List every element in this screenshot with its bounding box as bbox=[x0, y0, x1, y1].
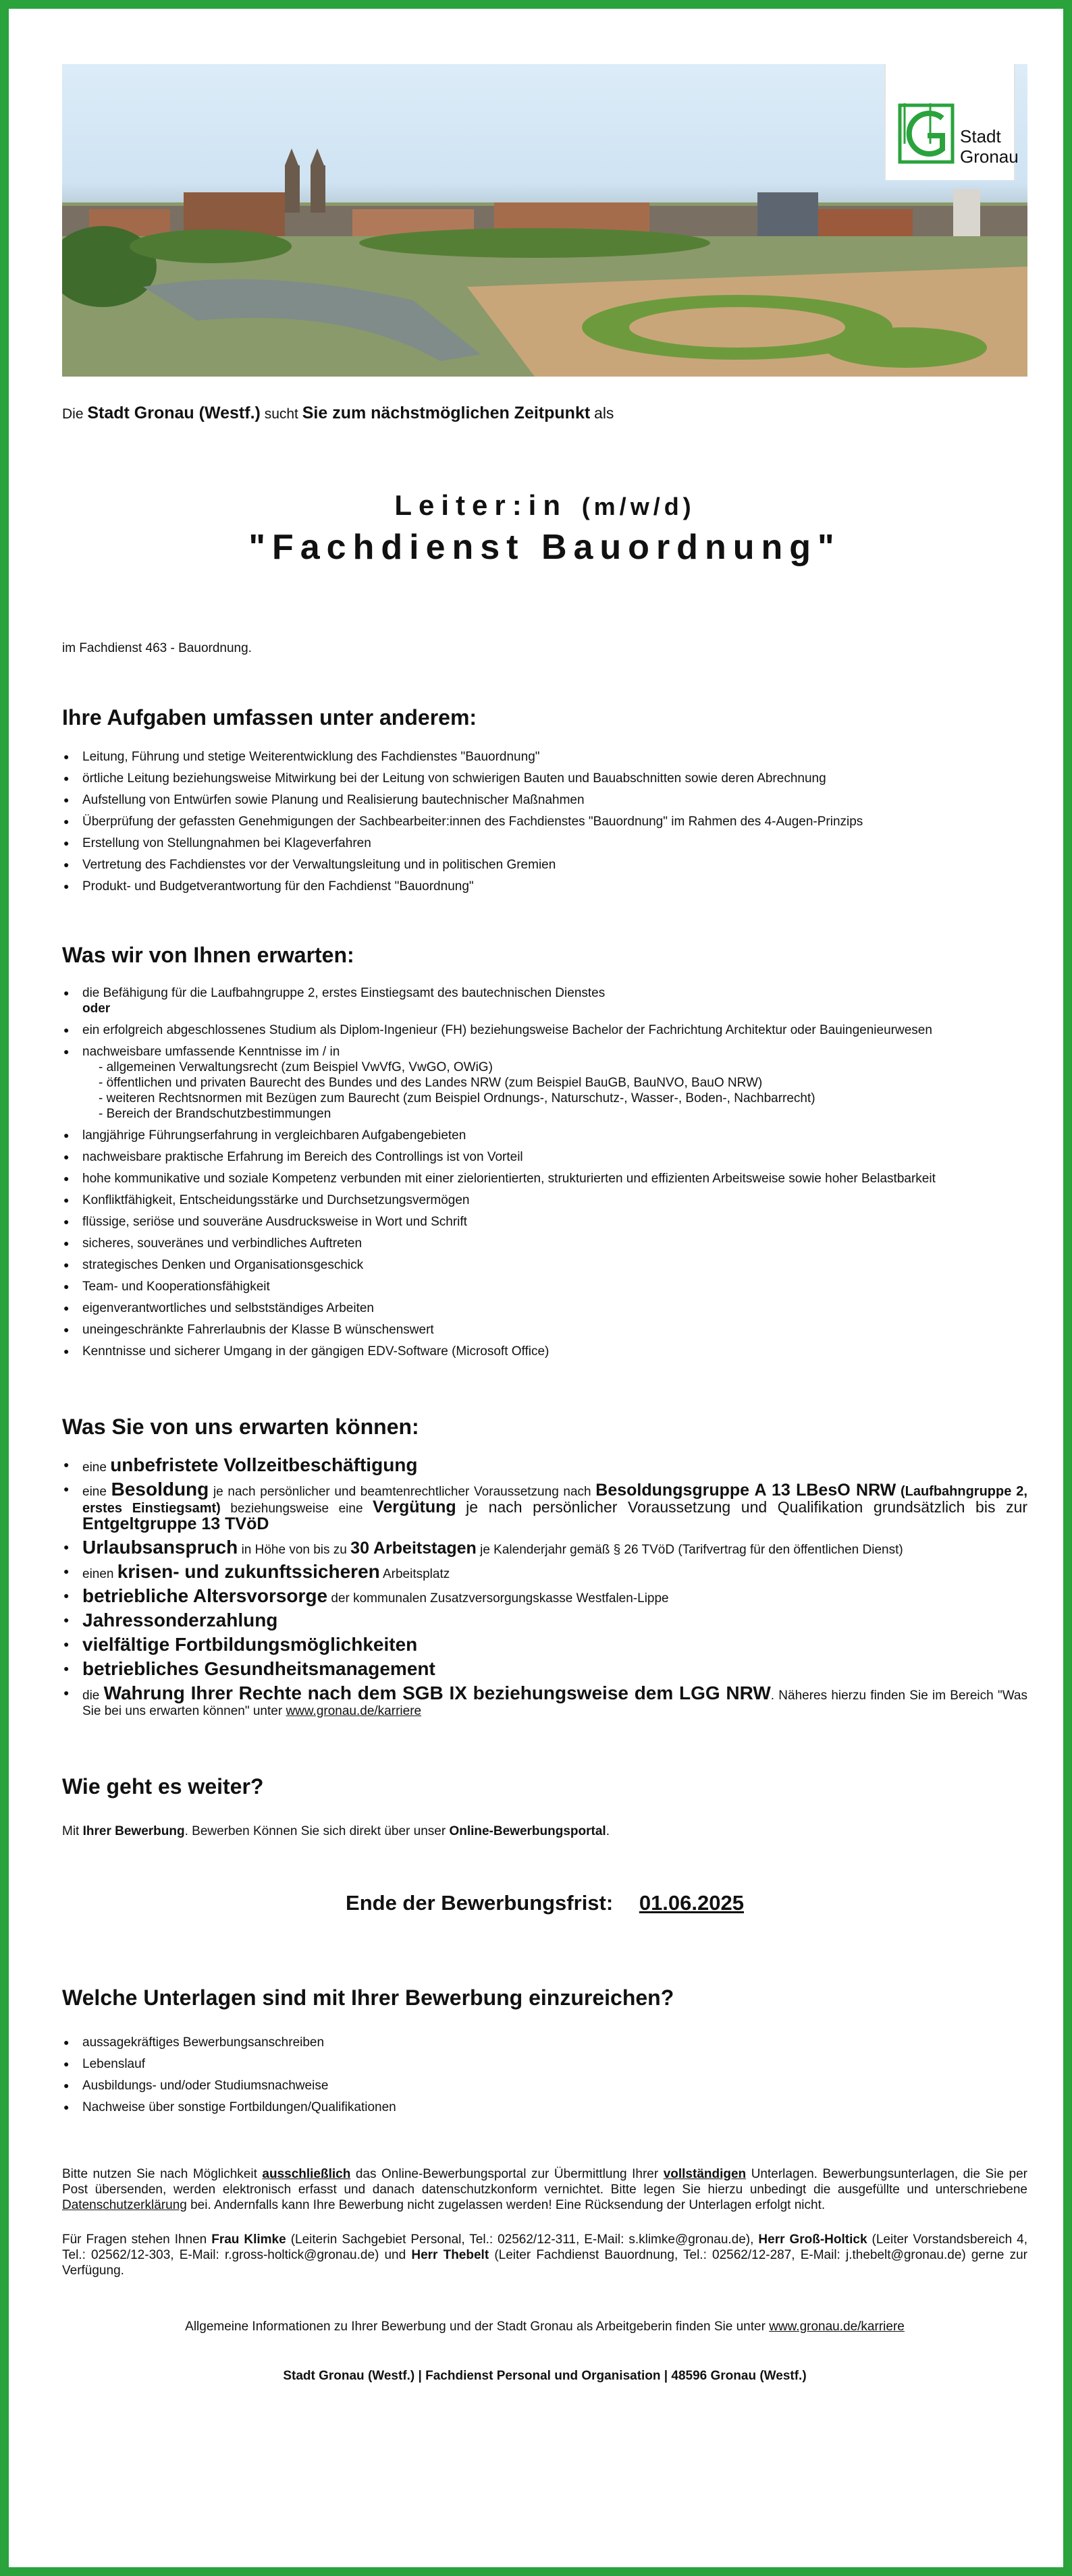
city-panorama-image bbox=[62, 64, 1027, 377]
offer-highlight: unbefristete Vollzeitbeschäftigung bbox=[110, 1454, 418, 1475]
note-emphasis: ausschließlich bbox=[262, 2167, 351, 2181]
offer-highlight: vielfältige Fortbildungsmöglichkeiten bbox=[82, 1634, 418, 1655]
list-item bbox=[62, 1454, 1027, 1475]
offer-text: Arbeitsplatz bbox=[382, 1567, 450, 1581]
list-item: ● Kenntnisse und sicherer Umgang in der gängigen EDV-Software (Microsoft Office) bbox=[62, 1344, 1027, 1359]
next-text-part: Mit bbox=[62, 1824, 80, 1838]
expect-list bbox=[62, 985, 1027, 1359]
intro-die: Die bbox=[62, 406, 84, 422]
list-item: ● örtliche Leitung beziehungsweise Mitwirkung bei der Leitung von schwierigen Bauten und Bauabschnitten sowie deren Abrechnung bbox=[62, 771, 1027, 786]
note-text: Unterlagen. Bewerbungsunterlagen, die Sie per Post übersenden, werden elektronisch erfasst und danach datenschutzkonform vernichtet. Bitte legen Sie hierzu unbedingt die ausgefüllte und unterschriebene bbox=[62, 2167, 1027, 2197]
deadline-label: Ende der Bewerbungsfrist: bbox=[346, 1891, 614, 1915]
footer: Stadt Gronau (Westf.) | Fachdienst Personal und Organisation | 48596 Gronau (Westf.) bbox=[283, 2369, 807, 2383]
contact-text: (Leiter Fachdienst Bauordnung, Tel.: 02562/12-287, E-Mail: j.thebelt@gronau.de) gerne zur Verfügung. bbox=[62, 2248, 1027, 2278]
list-item: ● Überprüfung der gefassten Genehmigungen der Sachbearbeiter:innen des Fachdienstes "Bauordnung" im Rahmen des 4-Augen-Prinzips bbox=[62, 814, 1027, 829]
intro-employer: Stadt Gronau (Westf.) bbox=[87, 404, 261, 422]
list-item: ● Leitung, Führung und stetige Weiterentwicklung des Fachdienstes "Bauordnung" bbox=[62, 749, 1027, 765]
note-text: bei. Andernfalls kann Ihre Bewerbung nicht zugelassen werden! Eine Rücksendung der Unterlagen erfolgt nicht. bbox=[190, 2198, 826, 2212]
expect-sub1: - allgemeinen Verwaltungsrecht (zum Beispiel VwVfG, VwGO, OWiG) bbox=[99, 1060, 493, 1074]
list-item bbox=[62, 1658, 1027, 1679]
list-item: ● strategisches Denken und Organisationsgeschick bbox=[62, 1257, 1027, 1273]
next-text bbox=[62, 1824, 1027, 1840]
contact-name: Frau Klimke bbox=[211, 2232, 286, 2247]
list-item: ● nachweisbare praktische Erfahrung im Bereich des Controllings ist von Vorteil bbox=[62, 1149, 1027, 1165]
deadline bbox=[62, 1891, 1027, 1915]
offer-highlight: Urlaubsanspruch bbox=[82, 1537, 238, 1558]
offer-text: die bbox=[82, 1689, 100, 1703]
karriere-link[interactable]: www.gronau.de/karriere bbox=[286, 1704, 422, 1718]
intro-sucht: sucht bbox=[264, 406, 298, 422]
expect-sub2: - öffentlichen und privaten Baurecht des Bundes und des Landes NRW (zum Beispiel BauGB, BauNVO, BauO NRW) bbox=[99, 1076, 763, 1090]
offer-text: in Höhe von bis zu bbox=[241, 1543, 347, 1557]
offer-highlight: Entgeltgruppe 13 TVöD bbox=[82, 1514, 269, 1533]
intro-when: Sie zum nächstmöglichen Zeitpunkt bbox=[302, 404, 591, 422]
offer-highlight: krisen- und zukunftssicheren bbox=[117, 1561, 380, 1582]
offer-highlight: Jahressonderzahlung bbox=[82, 1610, 278, 1630]
list-item: ● Erstellung von Stellungnahmen bei Klageverfahren bbox=[62, 835, 1027, 851]
intro-als: als bbox=[594, 404, 614, 422]
tasks-list bbox=[62, 749, 1027, 894]
submission-note bbox=[62, 2166, 1027, 2213]
docs-heading: Welche Unterlagen sind mit Ihrer Bewerbung einzureichen? bbox=[62, 1985, 674, 2010]
contact-name: Herr Thebelt bbox=[411, 2248, 489, 2262]
offer-text: (Laufbahngruppe 2, erstes Einstiegsamt) bbox=[82, 1484, 1027, 1516]
offer-text: je nach persönlicher und beamtenrechtlicher Voraussetzung nach bbox=[213, 1485, 591, 1499]
list-item: ● ein erfolgreich abgeschlossenes Studium als Diplom-Ingenieur (FH) beziehungsweise Bachelor der Fachrichtung Architektur oder Bauingenieurwesen bbox=[62, 1022, 1027, 1038]
intro-line bbox=[62, 404, 1027, 423]
logo-line2: Gronau bbox=[960, 146, 1019, 167]
list-item bbox=[62, 1682, 1027, 1719]
offer-text: . Näheres hierzu finden Sie im Bereich "Was Sie bei uns erwarten können" unter bbox=[82, 1689, 1027, 1718]
logo-line1: Stadt bbox=[960, 126, 1001, 146]
note-text: das Online-Bewerbungsportal zur Übermittlung Ihrer bbox=[355, 2167, 659, 2181]
offer-highlight: Vergütung bbox=[373, 1498, 456, 1516]
job-title-role bbox=[62, 489, 1027, 522]
datenschutz-link[interactable]: Datenschutzerklärung bbox=[62, 2198, 187, 2212]
title-mwd: (m/w/d) bbox=[581, 493, 695, 520]
list-item: ● Team- und Kooperationsfähigkeit bbox=[62, 1279, 1027, 1294]
note-text: Bitte nutzen Sie nach Möglichkeit bbox=[62, 2167, 257, 2181]
expect-oder: oder bbox=[82, 1002, 111, 1016]
next-heading: Wie geht es weiter? bbox=[62, 1774, 264, 1799]
expect-item3: nachweisbare umfassende Kenntnisse im / in bbox=[82, 1045, 340, 1059]
online-portal-text: Online-Bewerbungsportal bbox=[449, 1824, 606, 1838]
list-item bbox=[62, 1612, 1027, 1630]
list-item: ● Nachweise über sonstige Fortbildungen/Qualifikationen bbox=[62, 2100, 1027, 2115]
contact-name: Herr Groß-Holtick bbox=[758, 2232, 867, 2247]
stadt-gronau-logo bbox=[884, 64, 1019, 180]
job-title-unit: "Fachdienst Bauordnung" bbox=[248, 528, 841, 567]
list-item: ● langjährige Führungserfahrung in vergleichbaren Aufgabengebieten bbox=[62, 1128, 1027, 1143]
offer-heading: Was Sie von uns erwarten können: bbox=[62, 1415, 419, 1439]
list-item: ● Lebenslauf bbox=[62, 2056, 1027, 2072]
job-ad bbox=[62, 64, 1027, 2384]
offer-text: je Kalenderjahr gemäß § 26 TVöD (Tarifvertrag für den öffentlichen Dienst) bbox=[480, 1543, 903, 1557]
list-item: ● uneingeschränkte Fahrerlaubnis der Klasse B wünschenswert bbox=[62, 1322, 1027, 1338]
offer-highlight: betriebliches Gesundheitsmanagement bbox=[82, 1658, 435, 1679]
general-info bbox=[62, 2319, 1027, 2335]
list-item: ● hohe kommunikative und soziale Kompetenz verbunden mit einer zielorientierten, strukturierten und effizienten Arbeitsweise sowie hoher Belastbarkeit bbox=[62, 1171, 1027, 1186]
tasks-heading: Ihre Aufgaben umfassen unter anderem: bbox=[62, 705, 477, 730]
offer-highlight: Wahrung Ihrer Rechte nach dem SGB IX beziehungsweise dem LGG NRW bbox=[103, 1682, 771, 1703]
offer-text: der kommunalen Zusatzversorgungskasse Westfalen-Lippe bbox=[331, 1591, 669, 1606]
contact-info bbox=[62, 2232, 1027, 2278]
fachdienst-text: im Fachdienst 463 - Bauordnung. bbox=[62, 641, 252, 655]
list-item bbox=[62, 1481, 1027, 1533]
offer-highlight: Besoldung bbox=[111, 1479, 209, 1500]
logo-text bbox=[960, 126, 1019, 167]
list-item: ● Aufstellung von Entwürfen sowie Planung und Realisierung bautechnischer Maßnahmen bbox=[62, 792, 1027, 808]
offer-highlight: 30 Arbeitstagen bbox=[350, 1539, 477, 1558]
next-text-part: . bbox=[606, 1824, 610, 1838]
offer-text: je nach persönlicher Voraussetzung und Qualifikation grundsätzlich bis zur bbox=[466, 1498, 1028, 1516]
note-emphasis: vollständigen bbox=[663, 2167, 747, 2181]
list-item: ● Vertretung des Fachdienstes vor der Verwaltungsleitung und in politischen Gremien bbox=[62, 857, 1027, 873]
list-item bbox=[62, 1634, 1027, 1655]
offer-text: beziehungsweise eine bbox=[230, 1502, 363, 1516]
list-item: ● aussagekräftiges Bewerbungsanschreiben bbox=[62, 2035, 1027, 2050]
list-item bbox=[62, 1585, 1027, 1606]
offer-list bbox=[62, 1454, 1028, 1719]
contact-text: (Leiterin Sachgebiet Personal, Tel.: 02562/12-311, E-Mail: s.klimke@gronau.de), bbox=[290, 2232, 754, 2247]
list-item: ● eigenverantwortliches und selbstständiges Arbeiten bbox=[62, 1300, 1027, 1316]
list-item: ● Konfliktfähigkeit, Entscheidungsstärke und Durchsetzungsvermögen bbox=[62, 1193, 1027, 1208]
next-text-part: . Bewerben Können Sie sich direkt über unser bbox=[184, 1824, 446, 1838]
offer-text: eine bbox=[82, 1485, 107, 1499]
expect-sub4: - Bereich der Brandschutzbestimmungen bbox=[99, 1107, 331, 1121]
list-item: ● Produkt- und Budgetverantwortung für den Fachdienst "Bauordnung" bbox=[62, 879, 1027, 894]
title-role: Leiter:in bbox=[394, 489, 568, 521]
expect-sub3: - weiteren Rechtsnormen mit Bezügen zum Baurecht (zum Beispiel Ordnungs-, Naturschutz-, Wasser-, Boden-, Nachbarrecht) bbox=[99, 1091, 815, 1105]
logo-g-icon bbox=[898, 103, 955, 164]
contact-text: Für Fragen stehen Ihnen bbox=[62, 2232, 207, 2247]
list-item bbox=[62, 1561, 1027, 1582]
general-text: Allgemeine Informationen zu Ihrer Bewerbung und der Stadt Gronau als Arbeitgeberin finden Sie unter bbox=[185, 2320, 766, 2334]
offer-text: einen bbox=[82, 1567, 114, 1581]
offer-highlight: Besoldungsgruppe A 13 LBesO NRW bbox=[595, 1481, 896, 1500]
offer-highlight: betriebliche Altersvorsorge bbox=[82, 1585, 328, 1606]
deadline-date: 01.06.2025 bbox=[639, 1891, 744, 1915]
list-item bbox=[62, 1539, 1027, 1558]
header-photo bbox=[62, 64, 1027, 377]
next-text-bold: Ihrer Bewerbung bbox=[82, 1824, 185, 1838]
docs-list bbox=[62, 2035, 1027, 2115]
list-item: ● Ausbildungs- und/oder Studiumsnachweise bbox=[62, 2078, 1027, 2093]
expect-item1: die Befähigung für die Laufbahngruppe 2, erstes Einstiegsamt des bautechnischen Dienstes bbox=[82, 986, 606, 1000]
list-item: ● flüssige, seriöse und souveräne Ausdrucksweise in Wort und Schrift bbox=[62, 1214, 1027, 1230]
list-item bbox=[62, 1044, 1027, 1122]
list-item bbox=[62, 985, 1027, 1016]
expect-heading: Was wir von Ihnen erwarten: bbox=[62, 943, 354, 967]
general-karriere-link[interactable]: www.gronau.de/karriere bbox=[769, 2320, 905, 2334]
list-item: ● sicheres, souveränes und verbindliches Auftreten bbox=[62, 1236, 1027, 1251]
contact-text: (Leiter Vorstandsbereich 4, Tel.: 02562/12-303, E-Mail: r.gross-holtick@gronau.de) und bbox=[62, 2232, 1027, 2262]
offer-text: eine bbox=[82, 1460, 107, 1475]
